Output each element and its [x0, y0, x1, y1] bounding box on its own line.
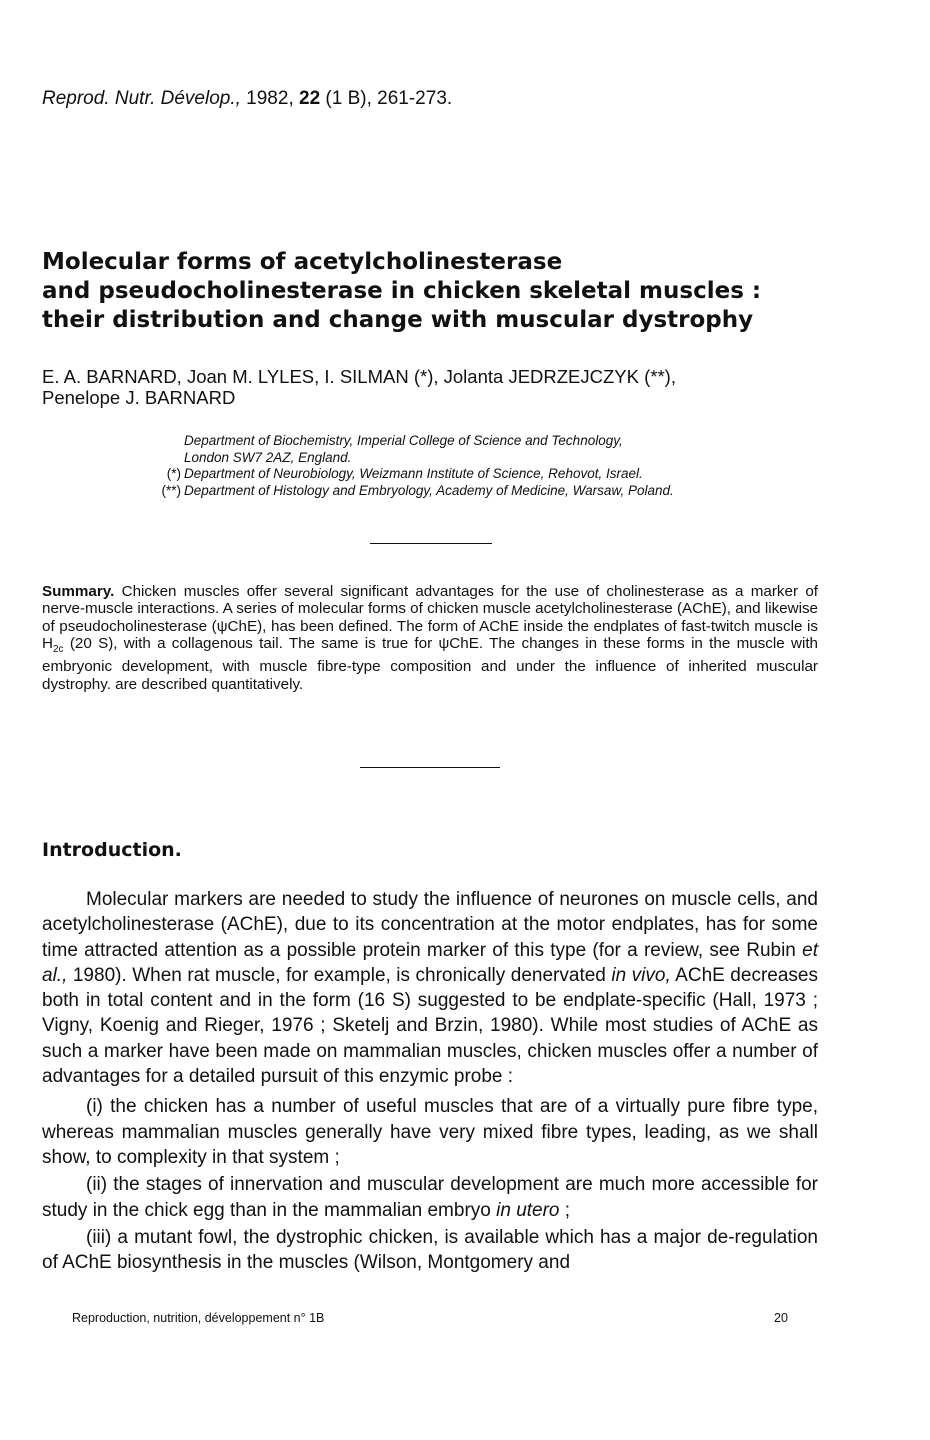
summary-abstract [42, 583, 818, 693]
term-in-vivo: in vivo, [611, 964, 671, 986]
summary-text-1: Chicken muscles offer several significant advantages for the use of cholinesterase as a marker of nerve-muscle interactions. A series of molecular forms of chicken muscle acetylcholinesterase (AChE), and likewise of pseudocholinesterase (ψChE), has been defined. The form of AChE inside the endplates of fast-twitch muscle is H [42, 583, 818, 652]
paragraph-text: 1980). When rat muscle, for example, is chronically denervated [67, 964, 612, 986]
paragraph-text: Molecular markers are needed to study the influence of neurones on muscle cells, and acetylcholinesterase (AChE), due to its concentration at the motor endplates, has for some time attracted attention as a possible protein marker of this type (for a review, see Rubin [42, 889, 818, 961]
affiliation-mark: (*) [166, 466, 181, 481]
introduction-body [42, 887, 818, 1275]
journal-name: Reprod. Nutr. Dévelop., [42, 88, 241, 109]
introduction-heading: Introduction. [42, 839, 182, 861]
summary-text-2: (20 S), with a collagenous tail. The same is true for ψChE. The changes in these forms in the muscle with embryonic development, with muscle fibre-type composition and under the influence of inherited muscular dystrophy. are described quantitatively. [42, 634, 818, 693]
title-line-3: their distribution and change with muscular dystrophy [42, 307, 754, 333]
affiliations [136, 433, 856, 499]
list-item [42, 1172, 818, 1223]
summary-heading: Summary. [42, 583, 115, 600]
page-number: 20 [774, 1311, 788, 1325]
list-item: (iii) a mutant fowl, the dystrophic chicken, is available which has a major de-regulation of AChE biosynthesis in the muscles (Wilson, Montgomery and [42, 1226, 818, 1274]
paper-title [42, 248, 902, 335]
journal-year: 1982, [246, 88, 294, 109]
footer-journal: Reproduction, nutrition, développement n° 1B [72, 1311, 325, 1325]
journal-issue-pages: (1 B), 261-273. [325, 88, 453, 109]
authors-line-2: Penelope J. BARNARD [42, 387, 236, 408]
journal-citation [42, 88, 452, 110]
affiliation-text: Department of Neurobiology, Weizmann Institute of Science, Rehovot, Israel. [184, 466, 643, 481]
section-divider [370, 543, 492, 544]
affiliation-mark [136, 433, 184, 450]
title-line-1: Molecular forms of acetylcholinesterase [42, 249, 563, 275]
paragraph-text: AChE decreases both in total content and in the form (16 S) suggested to be endplate-specific (Hall, 1973 ; Vigny, Koenig and Rieger, 1976 ; Sketelj and Brzin, 1980). While most studies of AChE as such a marker have been made on mammalian muscles, chicken muscles offer a number of advantages for a detailed pursuit of this enzymic probe : [42, 964, 818, 1088]
summary-subscript: 2c [52, 643, 64, 655]
journal-volume: 22 [299, 88, 321, 109]
citation-etal: et al., [42, 939, 818, 986]
list-item: (i) the chicken has a number of useful muscles that are of a virtually pure fibre type, whereas mammalian muscles generally have very mixed fibre types, leading, as we shall show, to complexity in that system ; [42, 1096, 818, 1168]
title-line-2: and pseudocholinesterase in chicken skeletal muscles : [42, 278, 762, 304]
authors-line-1: E. A. BARNARD, Joan M. LYLES, I. SILMAN (*), Jolanta JEDRZEJCZYK (**), [42, 366, 676, 387]
term-in-utero: in utero [496, 1199, 560, 1221]
author-list [42, 366, 902, 408]
section-divider [360, 767, 500, 768]
introduction-paragraph [42, 887, 818, 1089]
affiliation-text: Department of Histology and Embryology, Academy of Medicine, Warsaw, Poland. [184, 482, 674, 498]
paragraph-text: (ii) the stages of innervation and muscular development are much more accessible for study in the chick egg than in the mammalian embryo [42, 1174, 818, 1221]
paragraph-text: ; [559, 1199, 571, 1221]
affiliation-text: Department of Biochemistry, Imperial College of Science and Technology, [184, 433, 623, 448]
affiliation-mark [136, 450, 184, 467]
affiliation-row [136, 483, 856, 500]
affiliation-row [136, 450, 856, 467]
affiliation-row [136, 433, 856, 450]
affiliation-row [136, 466, 856, 483]
affiliation-text: London SW7 2AZ, England. [184, 449, 352, 465]
affiliation-mark: (**) [161, 482, 181, 498]
